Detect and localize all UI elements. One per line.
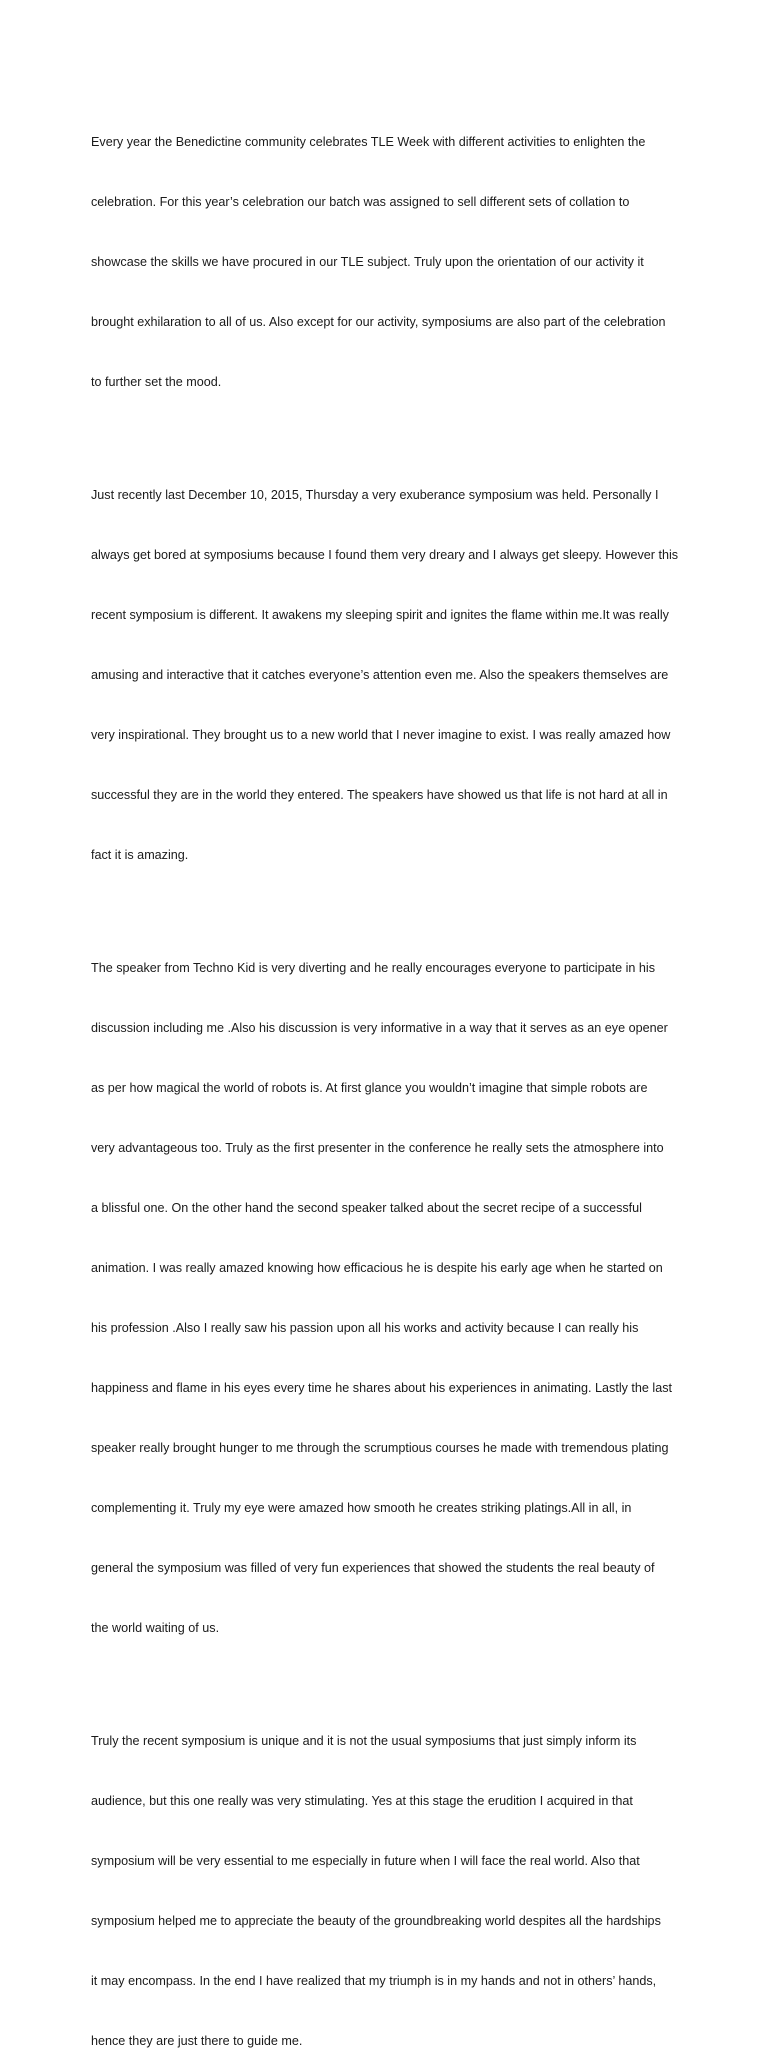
text-line: his profession .Also I really saw his passion upon all his works and activity because I can really his bbox=[91, 1321, 639, 1335]
paragraph-4 bbox=[91, 1691, 691, 2048]
text-line: fact it is amazing. bbox=[91, 848, 189, 862]
text-line: complementing it. Truly my eye were amazed how smooth he creates striking platings.All in all, in bbox=[91, 1501, 632, 1515]
text-line: symposium will be very essential to me especially in future when I will face the real world. Also that bbox=[91, 1854, 640, 1868]
text-line: amusing and interactive that it catches everyone’s attention even me. Also the speakers themselves are bbox=[91, 668, 669, 682]
text-line: happiness and flame in his eyes every time he shares about his experiences in animating. Lastly the last bbox=[91, 1381, 673, 1395]
text-line: celebration. For this year’s celebration our batch was assigned to sell different sets of collation to bbox=[91, 195, 630, 209]
document-body bbox=[91, 92, 691, 2048]
paragraph-1 bbox=[91, 92, 691, 432]
text-line: the world waiting of us. bbox=[91, 1621, 220, 1635]
text-line: animation. I was really amazed knowing how efficacious he is despite his early age when he started on bbox=[91, 1261, 663, 1275]
paragraph-2 bbox=[91, 445, 691, 905]
text-line: general the symposium was filled of very fun experiences that showed the students the real beauty of bbox=[91, 1561, 655, 1575]
text-line: a blissful one. On the other hand the second speaker talked about the secret recipe of a successful bbox=[91, 1201, 642, 1215]
paragraph-3 bbox=[91, 918, 691, 1678]
text-line: always get bored at symposiums because I found them very dreary and I always get sleepy. However this bbox=[91, 548, 679, 562]
text-line: hence they are just there to guide me. bbox=[91, 2034, 303, 2048]
text-line: audience, but this one really was very stimulating. Yes at this stage the erudition I acquired in that bbox=[91, 1794, 633, 1808]
text-line: The speaker from Techno Kid is very diverting and he really encourages everyone to participate in his bbox=[91, 961, 655, 975]
text-line: Just recently last December 10, 2015, Thursday a very exuberance symposium was held. Personally I bbox=[91, 488, 659, 502]
text-line: Every year the Benedictine community celebrates TLE Week with different activities to enlighten the bbox=[91, 135, 646, 149]
text-line: discussion including me .Also his discussion is very informative in a way that it serves as an eye opener bbox=[91, 1021, 668, 1035]
text-line: recent symposium is different. It awakens my sleeping spirit and ignites the flame within me.It was really bbox=[91, 608, 669, 622]
text-line: symposium helped me to appreciate the beauty of the groundbreaking world despites all the hardships bbox=[91, 1914, 661, 1928]
text-line: as per how magical the world of robots is. At first glance you wouldn’t imagine that simple robots are bbox=[91, 1081, 648, 1095]
text-line: successful they are in the world they entered. The speakers have showed us that life is not hard at all in bbox=[91, 788, 668, 802]
text-line: brought exhilaration to all of us. Also except for our activity, symposiums are also part of the celebration bbox=[91, 315, 666, 329]
text-line: speaker really brought hunger to me through the scrumptious courses he made with tremendous plating bbox=[91, 1441, 669, 1455]
text-line: to further set the mood. bbox=[91, 375, 222, 389]
text-line: showcase the skills we have procured in our TLE subject. Truly upon the orientation of our activity it bbox=[91, 255, 644, 269]
text-line: Truly the recent symposium is unique and it is not the usual symposiums that just simply inform its bbox=[91, 1734, 637, 1748]
text-line: it may encompass. In the end I have realized that my triumph is in my hands and not in others’ hands, bbox=[91, 1974, 657, 1988]
text-line: very advantageous too. Truly as the first presenter in the conference he really sets the atmosphere into bbox=[91, 1141, 664, 1155]
text-line: very inspirational. They brought us to a new world that I never imagine to exist. I was really amazed how bbox=[91, 728, 671, 742]
